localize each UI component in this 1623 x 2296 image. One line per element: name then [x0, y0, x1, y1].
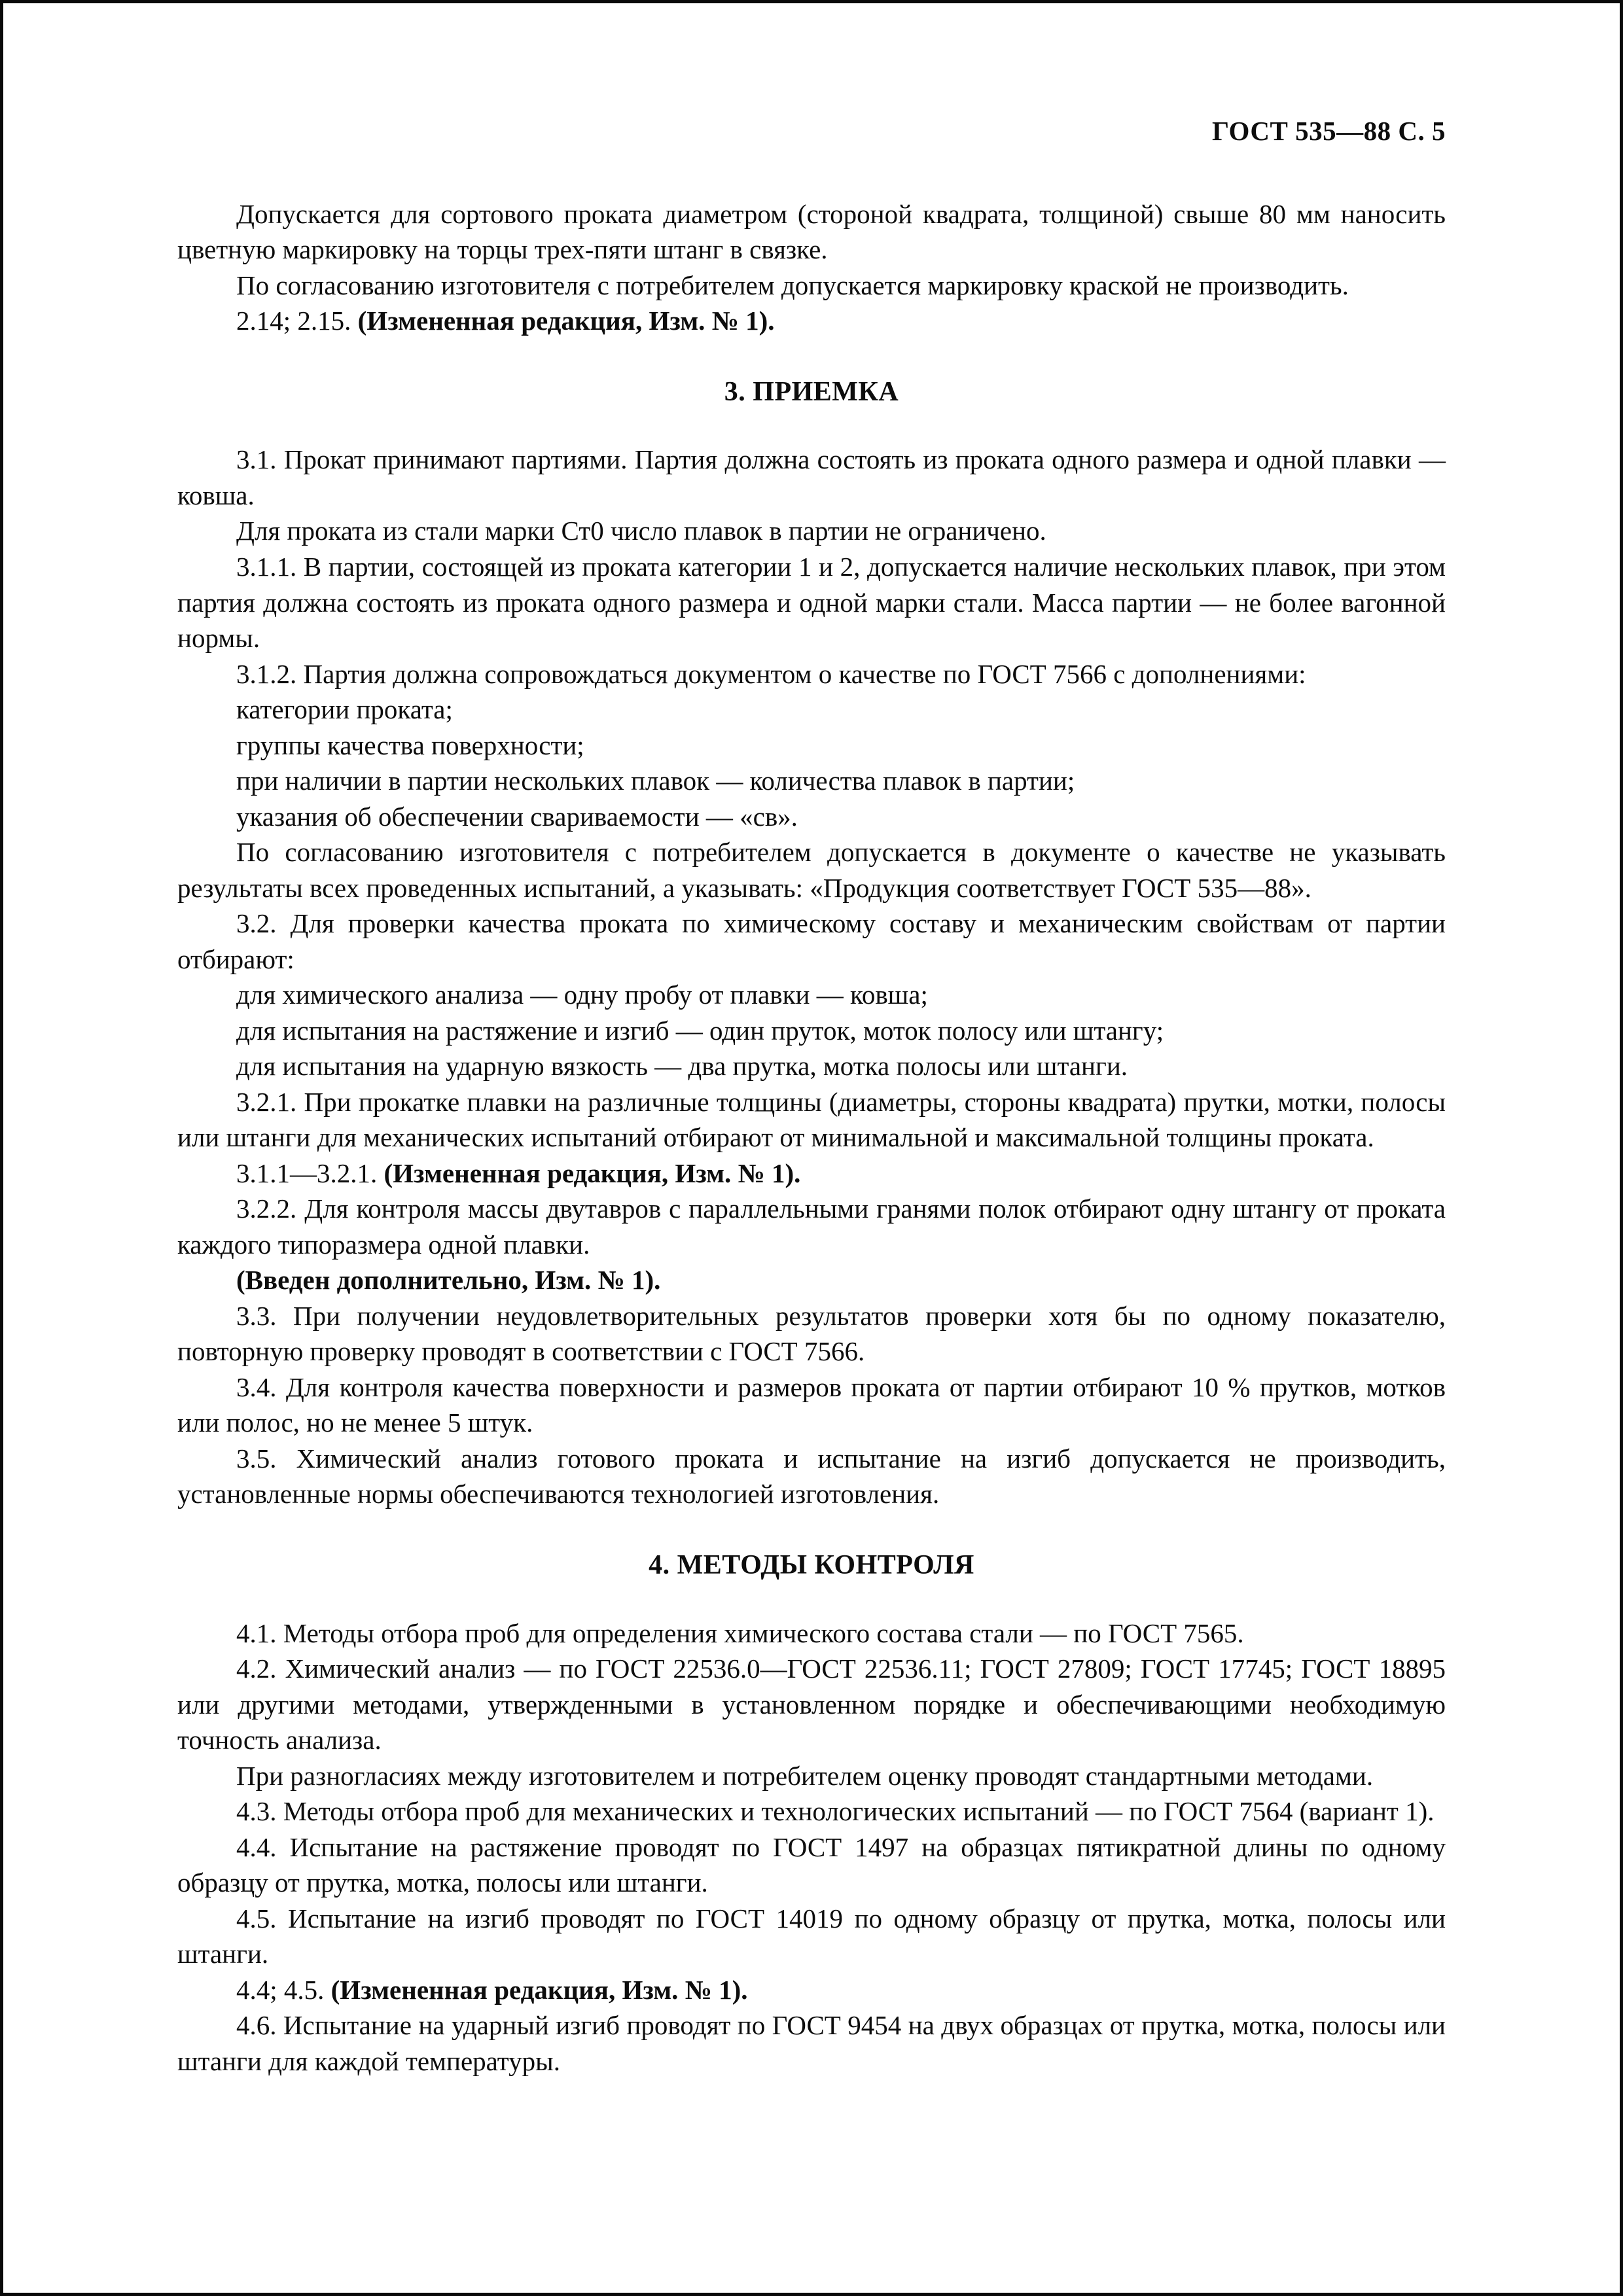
paragraph: 4.5. Испытание на изгиб проводят по ГОСТ 14019 по одному образцу от прутка, мотка, полосы или штанги. — [177, 1903, 1446, 1969]
paragraph: Допускается для сортового проката диаметром (стороной квадрата, толщиной) свыше 80 мм наносить цветную маркировку на торцы трех-пяти штанг в связке. — [177, 198, 1446, 265]
amendment-note — [177, 1156, 1446, 1192]
paragraph: По согласованию изготовителя с потребителем допускается маркировку краской не производить. — [236, 270, 1349, 300]
paragraph: 3.3. При получении неудовлетворительных результатов проверки хотя бы по одному показателю, повторную проверку проводят в соответствии с ГОСТ 7566. — [177, 1300, 1446, 1367]
amendment-clauses: 3.1.1—3.2.1. — [236, 1157, 384, 1188]
paragraph: 4.2. Химический анализ — по ГОСТ 22536.0—ГОСТ 22536.11; ГОСТ 27809; ГОСТ 17745; ГОСТ 18895 или другими методами, утвержденными в установленном порядке и обеспечивающими необходимую точность анализа. — [177, 1653, 1446, 1756]
list-item: группы качества поверхности; — [236, 730, 584, 760]
paragraph: 3.1.1. В партии, состоящей из проката категории 1 и 2, допускается наличие нескольких плавок, при этом партия должна состоять из проката одного размера и одной марки стали. Масса партии — не более вагонной нормы. — [177, 551, 1446, 654]
paragraph: 3.2.1. При прокатке плавки на различные толщины (диаметры, стороны квадрата) прутки, мотки, полосы или штанги для механических испытаний отбирают от минимальной и максимальной толщины проката. — [177, 1086, 1446, 1153]
paragraph: 4.6. Испытание на ударный изгиб проводят по ГОСТ 9454 на двух образцах от прутка, мотка, полосы или штанги для каждой температуры. — [177, 2010, 1446, 2076]
paragraph: Для проката из стали марки Ст0 число плавок в партии не ограничено. — [236, 516, 1046, 546]
paragraph: 3.4. Для контроля качества поверхности и размеров проката от партии отбирают 10 % прутков, мотков или полос, но не менее 5 штук. — [177, 1371, 1446, 1438]
list-item: указания об обеспечении свариваемости — «св». — [236, 801, 798, 832]
paragraph: 4.3. Методы отбора проб для механических и технологических испытаний — по ГОСТ 7564 (вариант 1). — [236, 1796, 1435, 1827]
paragraph: 4.1. Методы отбора проб для определения химического состава стали — по ГОСТ 7565. — [236, 1617, 1244, 1648]
list-item: для испытания на растяжение и изгиб — один пруток, моток полосу или штангу; — [236, 1015, 1164, 1046]
list-item: для химического анализа — одну пробу от плавки — ковша; — [236, 980, 928, 1010]
paragraph: 4.4. Испытание на растяжение проводят по ГОСТ 1497 на образцах пятикратной длины по одному образцу от прутка, мотка, полосы или штанги. — [177, 1831, 1446, 1898]
paragraph: По согласованию изготовителя с потребителем допускается в документе о качестве не указывать результаты всех проведенных испытаний, а указывать: «Продукция соответствует ГОСТ 535—88». — [177, 837, 1446, 903]
page-header: ГОСТ 535—88 С. 5 — [1211, 116, 1446, 146]
paragraph: При разногласиях между изготовителем и потребителем оценку проводят стандартными методами. — [236, 1760, 1374, 1791]
paragraph: 3.5. Химический анализ готового проката и испытание на изгиб допускается не производить, установленные нормы обеспечиваются технологией изготовления. — [177, 1443, 1446, 1510]
amendment-text: (Измененная редакция, Изм. № 1). — [383, 1157, 801, 1188]
amendment-clauses: 4.4; 4.5. — [236, 1974, 331, 2005]
section-heading-acceptance: 3. ПРИЕМКА — [724, 376, 899, 407]
amendment-text: (Измененная редакция, Изм. № 1). — [330, 1974, 748, 2005]
paragraph: 3.2. Для проверки качества проката по химическому составу и механическим свойствам от партии отбирают: — [177, 908, 1446, 974]
list-item: категории проката; — [236, 694, 453, 725]
paragraph: 3.1.2. Партия должна сопровождаться документом о качестве по ГОСТ 7566 с дополнениями: — [236, 658, 1306, 689]
paragraph: 3.2.2. Для контроля массы двутавров с параллельными гранями полок отбирают одну штангу от проката каждого типоразмера одной плавки. — [177, 1193, 1446, 1260]
amendment-note — [177, 1972, 1446, 2008]
list-item: для испытания на ударную вязкость — два прутка, мотка полосы или штанги. — [236, 1051, 1128, 1082]
amendment-note — [177, 1262, 1446, 1298]
amendment-text: (Введен дополнительно, Изм. № 1). — [236, 1265, 661, 1296]
amendment-note — [177, 303, 1446, 339]
amendment-clauses: 2.14; 2.15. — [236, 306, 358, 336]
section-heading-control-methods: 4. МЕТОДЫ КОНТРОЛЯ — [649, 1549, 974, 1580]
list-item: при наличии в партии нескольких плавок — количества плавок в партии; — [236, 766, 1075, 796]
amendment-text: (Измененная редакция, Изм. № 1). — [357, 306, 775, 336]
document-body — [177, 196, 1446, 2079]
paragraph: 3.1. Прокат принимают партиями. Партия должна состоять из проката одного размера и одной плавки — ковша. — [177, 444, 1446, 510]
